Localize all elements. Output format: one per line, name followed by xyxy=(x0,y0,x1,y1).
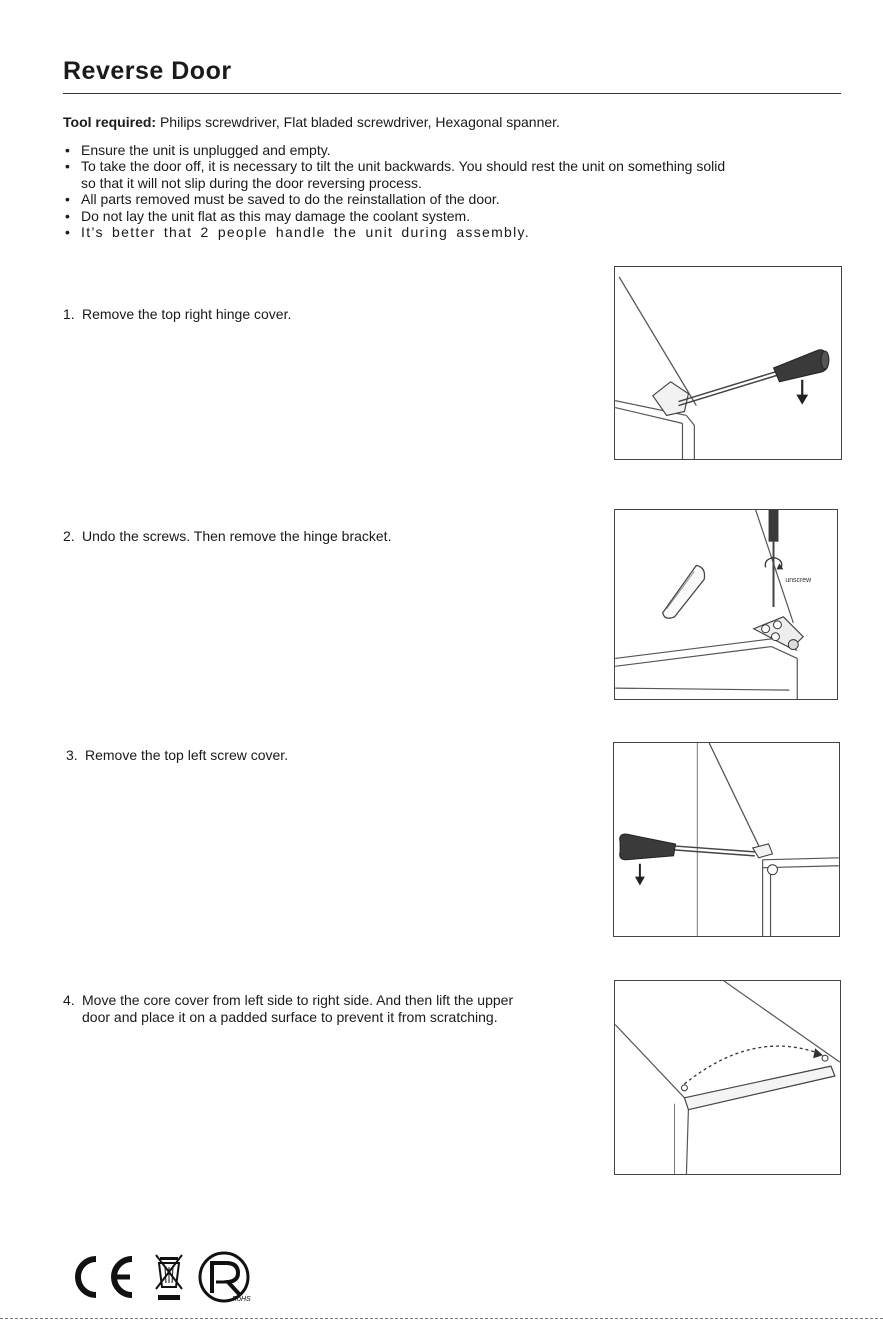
title-divider xyxy=(63,93,841,94)
step-4 xyxy=(63,992,603,1025)
note-text: Do not lay the unit flat as this may damage the coolant system. xyxy=(81,207,471,224)
note-item xyxy=(63,158,843,174)
step-1 xyxy=(63,306,603,323)
step-4-illustration xyxy=(614,980,841,1175)
step-number: 1. xyxy=(63,306,75,322)
tools-label: Tool required: xyxy=(63,114,157,130)
note-text: Ensure the unit is unplugged and empty. xyxy=(81,142,331,158)
bullet-icon: • xyxy=(65,207,70,224)
step-number: 2. xyxy=(63,528,75,544)
page-bottom-border xyxy=(0,1318,883,1319)
certification-marks xyxy=(66,1247,261,1307)
rohs-mark-icon xyxy=(200,1253,251,1303)
step-text: Remove the top right hinge cover. xyxy=(82,306,292,322)
note-text: All parts removed must be saved to do the reinstallation of the door. xyxy=(81,191,500,208)
bullet-icon: • xyxy=(65,191,70,208)
note-text: To take the door off, it is necessary to tilt the unit backwards. You should rest the unit on something solid xyxy=(81,158,726,175)
step-3-illustration xyxy=(613,742,840,937)
unscrew-label: unscrew xyxy=(785,577,812,585)
bullet-icon: • xyxy=(65,224,72,241)
bullet-icon: • xyxy=(65,142,70,158)
step-1-illustration xyxy=(614,266,842,460)
rohs-label: RoHS xyxy=(232,1296,251,1303)
weee-bin-icon xyxy=(156,1255,182,1300)
step-2-illustration xyxy=(614,509,838,700)
step-3 xyxy=(66,747,606,764)
step-text: Remove the top left screw cover. xyxy=(85,747,289,763)
note-item xyxy=(63,224,843,240)
note-item xyxy=(63,191,843,207)
step-2 xyxy=(63,528,603,545)
step-4-line-1 xyxy=(63,992,603,1009)
ce-mark-icon xyxy=(78,1259,132,1295)
step-number: 4. xyxy=(63,992,75,1008)
note-item-continued xyxy=(63,175,843,191)
note-item xyxy=(63,208,843,224)
bullet-icon: • xyxy=(65,158,70,175)
note-item xyxy=(63,142,843,158)
page-title: Reverse Door xyxy=(63,57,232,85)
safety-notes xyxy=(63,142,843,240)
note-text: so that it will not slip during the door reversing process. xyxy=(81,174,422,191)
tools-text: Philips screwdriver, Flat bladed screwdriver, Hexagonal spanner. xyxy=(159,114,560,130)
step-number: 3. xyxy=(66,747,78,763)
note-text: It’s better that 2 people handle the unit during assembly. xyxy=(81,224,530,241)
step-4-line-2: door and place it on a padded surface to prevent it from scratching. xyxy=(82,1008,498,1025)
step-text: Undo the screws. Then remove the hinge bracket. xyxy=(82,528,392,544)
step-text: Move the core cover from left side to right side. And then lift the upper xyxy=(82,992,514,1008)
tools-required xyxy=(63,114,560,131)
